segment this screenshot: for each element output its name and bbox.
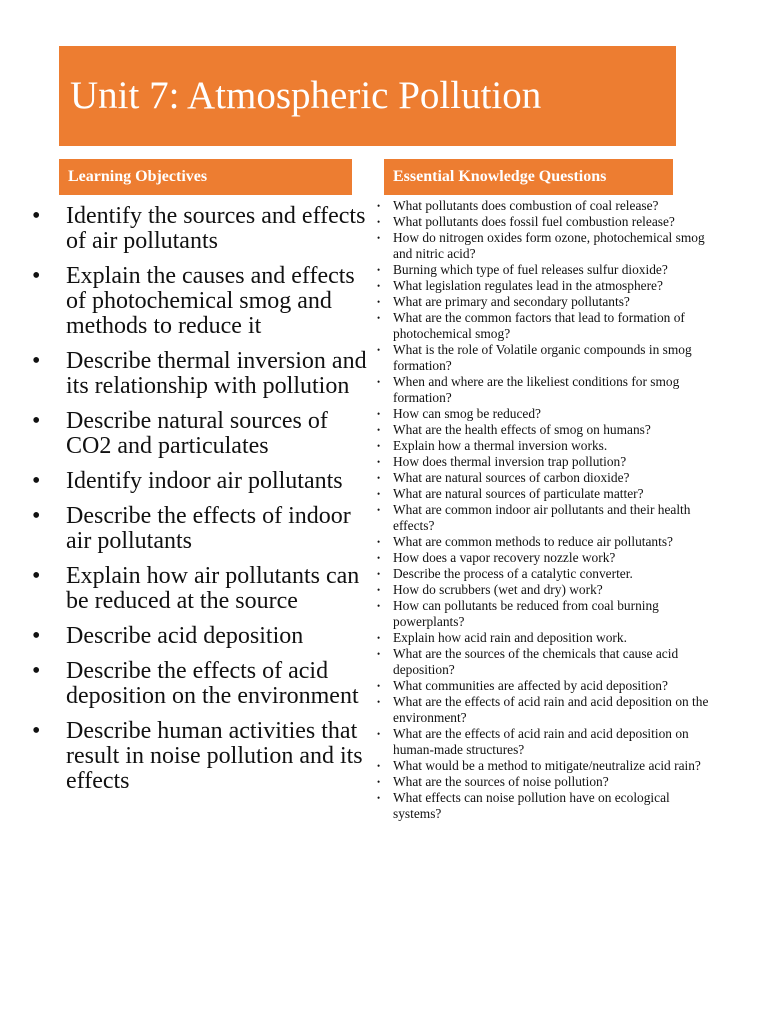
question-item (375, 294, 720, 310)
question-item (375, 502, 720, 534)
bullet-icon: • (32, 348, 41, 374)
question-item (375, 566, 720, 582)
bullet-icon: • (377, 697, 381, 707)
objective-item (30, 564, 375, 614)
question-item (375, 774, 720, 790)
question-text: How can pollutants be reduced from coal burning powerplants? (393, 598, 659, 629)
bullet-icon: • (377, 553, 381, 563)
bullet-icon: • (377, 377, 381, 387)
question-text: What is the role of Volatile organic compounds in smog formation? (393, 342, 692, 373)
bullet-icon: • (32, 503, 41, 529)
bullet-icon: • (32, 623, 41, 649)
question-text: Explain how acid rain and deposition work. (393, 630, 627, 645)
bullet-icon: • (377, 313, 381, 323)
question-item (375, 374, 720, 406)
objective-item (30, 719, 375, 794)
bullet-icon: • (32, 718, 41, 744)
question-text: How does a vapor recovery nozzle work? (393, 550, 616, 565)
question-item (375, 598, 720, 630)
bullet-icon: • (377, 761, 381, 771)
objective-text: Explain how air pollutants can be reduced at the source (66, 563, 360, 614)
bullet-icon: • (377, 649, 381, 659)
objective-text: Identify the sources and effects of air pollutants (66, 203, 366, 254)
bullet-icon: • (377, 681, 381, 691)
question-text: What are the health effects of smog on humans? (393, 422, 651, 437)
question-item (375, 454, 720, 470)
objective-text: Describe thermal inversion and its relationship with pollution (66, 348, 367, 399)
bullet-icon: • (377, 601, 381, 611)
bullet-icon: • (377, 409, 381, 419)
question-item (375, 646, 720, 678)
question-text: What effects can noise pollution have on ecological systems? (393, 790, 670, 821)
bullet-icon: • (377, 505, 381, 515)
bullet-icon: • (377, 441, 381, 451)
question-text: What are primary and secondary pollutants? (393, 294, 630, 309)
objective-text: Describe the effects of indoor air pollutants (66, 503, 351, 554)
bullet-icon: • (377, 569, 381, 579)
question-text: Explain how a thermal inversion works. (393, 438, 608, 453)
question-item (375, 230, 720, 262)
learning-objectives-header: Learning Objectives (59, 159, 352, 195)
question-text: What are common methods to reduce air pollutants? (393, 534, 673, 549)
question-item (375, 470, 720, 486)
question-text: When and where are the likeliest conditions for smog formation? (393, 374, 680, 405)
question-text: Burning which type of fuel releases sulfur dioxide? (393, 262, 668, 277)
question-text: What are the effects of acid rain and acid deposition on the environment? (393, 694, 709, 725)
objective-text: Describe natural sources of CO2 and particulates (66, 408, 328, 459)
question-item (375, 630, 720, 646)
objective-text: Explain the causes and effects of photochemical smog and methods to reduce it (66, 263, 355, 339)
question-text: What pollutants does combustion of coal release? (393, 198, 659, 213)
question-text: How does thermal inversion trap pollution? (393, 454, 627, 469)
bullet-icon: • (32, 563, 41, 589)
bullet-icon: • (377, 473, 381, 483)
question-item (375, 278, 720, 294)
objective-item (30, 624, 375, 649)
bullet-icon: • (377, 345, 381, 355)
objective-text: Describe human activities that result in noise pollution and its effects (66, 718, 363, 794)
bullet-icon: • (377, 489, 381, 499)
question-text: What are natural sources of particulate matter? (393, 486, 644, 501)
question-item (375, 486, 720, 502)
bullet-icon: • (377, 793, 381, 803)
question-text: How do nitrogen oxides form ozone, photochemical smog and nitric acid? (393, 230, 705, 261)
question-text: What legislation regulates lead in the atmosphere? (393, 278, 663, 293)
question-text: What communities are affected by acid deposition? (393, 678, 668, 693)
question-text: What are the sources of noise pollution? (393, 774, 609, 789)
question-item (375, 214, 720, 230)
page-title: Unit 7: Atmospheric Pollution (70, 74, 542, 117)
question-item (375, 550, 720, 566)
bullet-icon: • (377, 297, 381, 307)
question-item (375, 406, 720, 422)
bullet-icon: • (377, 281, 381, 291)
bullet-icon: • (377, 633, 381, 643)
question-text: How can smog be reduced? (393, 406, 541, 421)
objective-item (30, 504, 375, 554)
question-item (375, 694, 720, 726)
question-item (375, 422, 720, 438)
title-banner (59, 46, 676, 146)
learning-objectives-list (30, 204, 375, 804)
question-item (375, 438, 720, 454)
bullet-icon: • (32, 203, 41, 229)
bullet-icon: • (377, 233, 381, 243)
objective-item (30, 264, 375, 339)
question-text: What are natural sources of carbon dioxide? (393, 470, 630, 485)
question-item (375, 678, 720, 694)
question-item (375, 262, 720, 278)
question-item (375, 342, 720, 374)
bullet-icon: • (32, 658, 41, 684)
objective-text: Describe acid deposition (66, 623, 304, 649)
question-item (375, 726, 720, 758)
question-item (375, 758, 720, 774)
bullet-icon: • (377, 777, 381, 787)
objective-text: Describe the effects of acid deposition on the environment (66, 658, 359, 709)
bullet-icon: • (377, 585, 381, 595)
objective-item (30, 469, 375, 494)
question-item (375, 534, 720, 550)
bullet-icon: • (32, 468, 41, 494)
bullet-icon: • (377, 265, 381, 275)
question-item (375, 582, 720, 598)
objective-item (30, 409, 375, 459)
bullet-icon: • (32, 408, 41, 434)
question-item (375, 198, 720, 214)
objective-item (30, 349, 375, 399)
question-text: What would be a method to mitigate/neutralize acid rain? (393, 758, 701, 773)
question-item (375, 790, 720, 822)
question-text: Describe the process of a catalytic converter. (393, 566, 633, 581)
objective-item (30, 204, 375, 254)
question-text: What are common indoor air pollutants and their health effects? (393, 502, 691, 533)
objective-text: Identify indoor air pollutants (66, 468, 343, 494)
question-text: What are the sources of the chemicals that cause acid deposition? (393, 646, 679, 677)
question-item (375, 310, 720, 342)
objective-item (30, 659, 375, 709)
bullet-icon: • (377, 425, 381, 435)
question-text: What pollutants does fossil fuel combustion release? (393, 214, 675, 229)
question-text: How do scrubbers (wet and dry) work? (393, 582, 603, 597)
bullet-icon: • (377, 729, 381, 739)
bullet-icon: • (377, 201, 381, 211)
essential-questions-list (375, 198, 720, 822)
question-text: What are the effects of acid rain and acid deposition on human-made structures? (393, 726, 689, 757)
bullet-icon: • (377, 537, 381, 547)
question-text: What are the common factors that lead to formation of photochemical smog? (393, 310, 685, 341)
bullet-icon: • (377, 217, 381, 227)
bullet-icon: • (377, 457, 381, 467)
essential-questions-header: Essential Knowledge Questions (384, 159, 673, 195)
bullet-icon: • (32, 263, 41, 289)
